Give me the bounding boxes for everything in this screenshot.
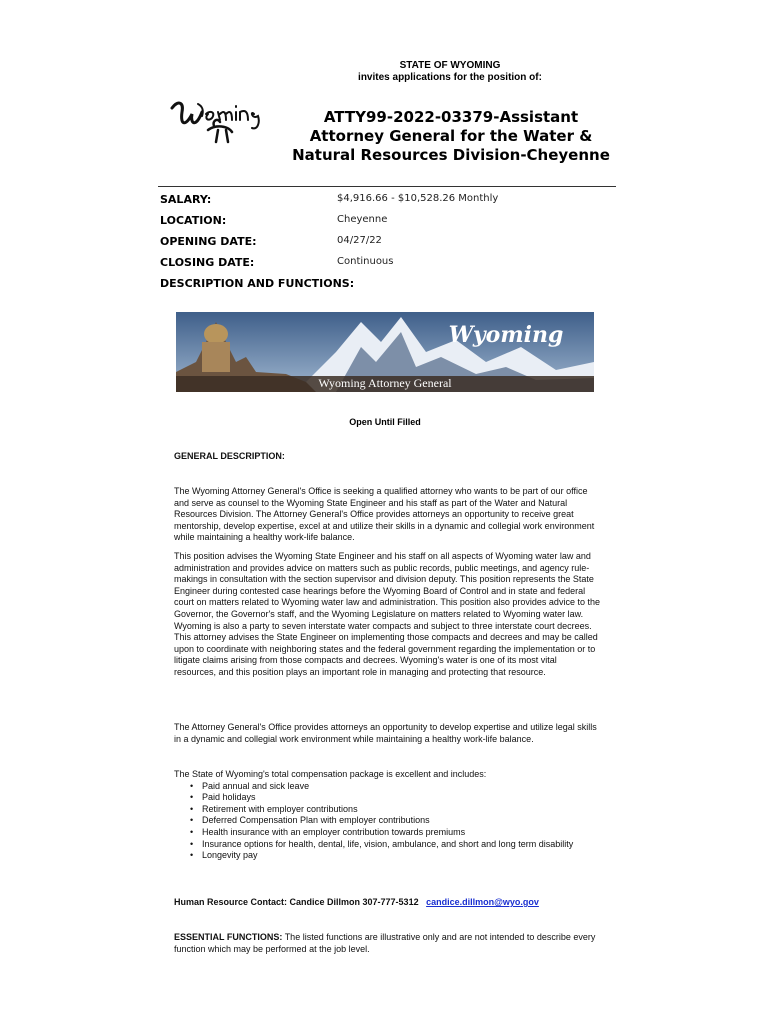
list-item: • Insurance options for health, dental, life, vision, ambulance, and short and long term disability bbox=[202, 839, 600, 851]
list-item: • Health insurance with an employer contribution towards premiums bbox=[202, 827, 600, 839]
location-value: Cheyenne bbox=[337, 214, 388, 225]
invites-line: invites applications for the position of: bbox=[358, 72, 542, 83]
salary-label: SALARY: bbox=[160, 193, 212, 206]
salary-value: $4,916.66 - $10,528.26 Monthly bbox=[337, 193, 499, 204]
essential-functions-label: ESSENTIAL FUNCTIONS: bbox=[174, 932, 283, 942]
essential-functions-text: The listed functions are illustrative only and are not intended to describe every function which may be performed at the job level. bbox=[174, 932, 596, 954]
general-description-heading: GENERAL DESCRIPTION: bbox=[174, 451, 285, 461]
benefits-section bbox=[174, 769, 600, 862]
list-item: • Paid holidays bbox=[202, 792, 600, 804]
list-item: • Retirement with employer contributions bbox=[202, 804, 600, 816]
wyoming-logo bbox=[168, 86, 278, 146]
list-item: • Longevity pay bbox=[202, 850, 600, 862]
opening-date-value: 04/27/22 bbox=[337, 235, 382, 246]
list-item: • Paid annual and sick leave bbox=[202, 781, 600, 793]
hr-email-link[interactable]: candice.dillmon@wyo.gov bbox=[426, 897, 539, 907]
attorney-general-banner bbox=[176, 312, 594, 392]
closing-date-row bbox=[160, 256, 616, 274]
hr-contact-line bbox=[174, 897, 600, 909]
location-row bbox=[160, 214, 616, 232]
closing-date-value: Continuous bbox=[337, 256, 394, 267]
hr-contact: Human Resource Contact: Candice Dillmon 307-777-5312 bbox=[174, 897, 419, 907]
essential-functions bbox=[174, 932, 600, 955]
description-heading: DESCRIPTION AND FUNCTIONS: bbox=[160, 277, 355, 290]
benefits-intro: The State of Wyoming's total compensation package is excellent and includes: bbox=[174, 769, 487, 779]
list-item: • Deferred Compensation Plan with employer contributions bbox=[202, 815, 600, 827]
paragraph-2: This position advises the Wyoming State Engineer and his staff on all aspects of Wyoming water law and administration and provides advice on matters such as public records, public meetings, and agency rule-makings in consultation with the section supervisor and division deputy. This position represents the State Engineer during contested case hearings before the Wyoming Board of Control and in state and federal court on matters related to Wyoming water law and administration. This position also provides advice to the Governor, the Governor's staff, and the Wyoming Legislature on matters related to Wyoming water law. Wyoming is also a party to seven interstate water compacts and subject to three interstate court decrees. This attorney advises the State Engineer on implementing those compacts and decrees and may be called upon to coordinate with neighboring states and the federal government regarding the implementation or to litigate claims arising from those compacts and decrees. Wyoming's water is one of its most vital resources, and this position plays an important role in managing and protecting that resource. bbox=[174, 551, 600, 677]
state-name: STATE OF WYOMING bbox=[399, 60, 501, 71]
description-heading-row bbox=[160, 277, 616, 295]
paragraph-1: The Wyoming Attorney General's Office is seeking a qualified attorney who wants to be part of our office and serve as counsel to the Wyoming State Engineer and his staff as part of the Water and Natural Resources Division. The Attorney General's Office provides attorneys an opportunity to receive great mentorship, develop expertise, excel at and utilize their skills in a dynamic and collegial work environment while maintaining a healthy work-life balance. bbox=[174, 486, 595, 543]
header-block bbox=[300, 60, 600, 84]
open-until-filled: Open Until Filled bbox=[349, 417, 421, 427]
benefits-list bbox=[174, 781, 600, 862]
banner-logo-text: Wyoming bbox=[448, 322, 564, 348]
banner-caption: Wyoming Attorney General bbox=[318, 376, 452, 390]
location-label: LOCATION: bbox=[160, 214, 227, 227]
header-divider bbox=[158, 186, 616, 187]
salary-row bbox=[160, 193, 616, 211]
opening-date-row bbox=[160, 235, 616, 253]
job-title: ATTY99-2022-03379-Assistant Attorney General for the Water & Natural Resources Division-Cheyenne bbox=[292, 108, 610, 164]
paragraph-3: The Attorney General's Office provides attorneys an opportunity to develop expertise and utilize legal skills in a dynamic and collegial work environment while maintaining a healthy work-life balance. bbox=[174, 722, 597, 744]
closing-date-label: CLOSING DATE: bbox=[160, 256, 255, 269]
opening-date-label: OPENING DATE: bbox=[160, 235, 257, 248]
